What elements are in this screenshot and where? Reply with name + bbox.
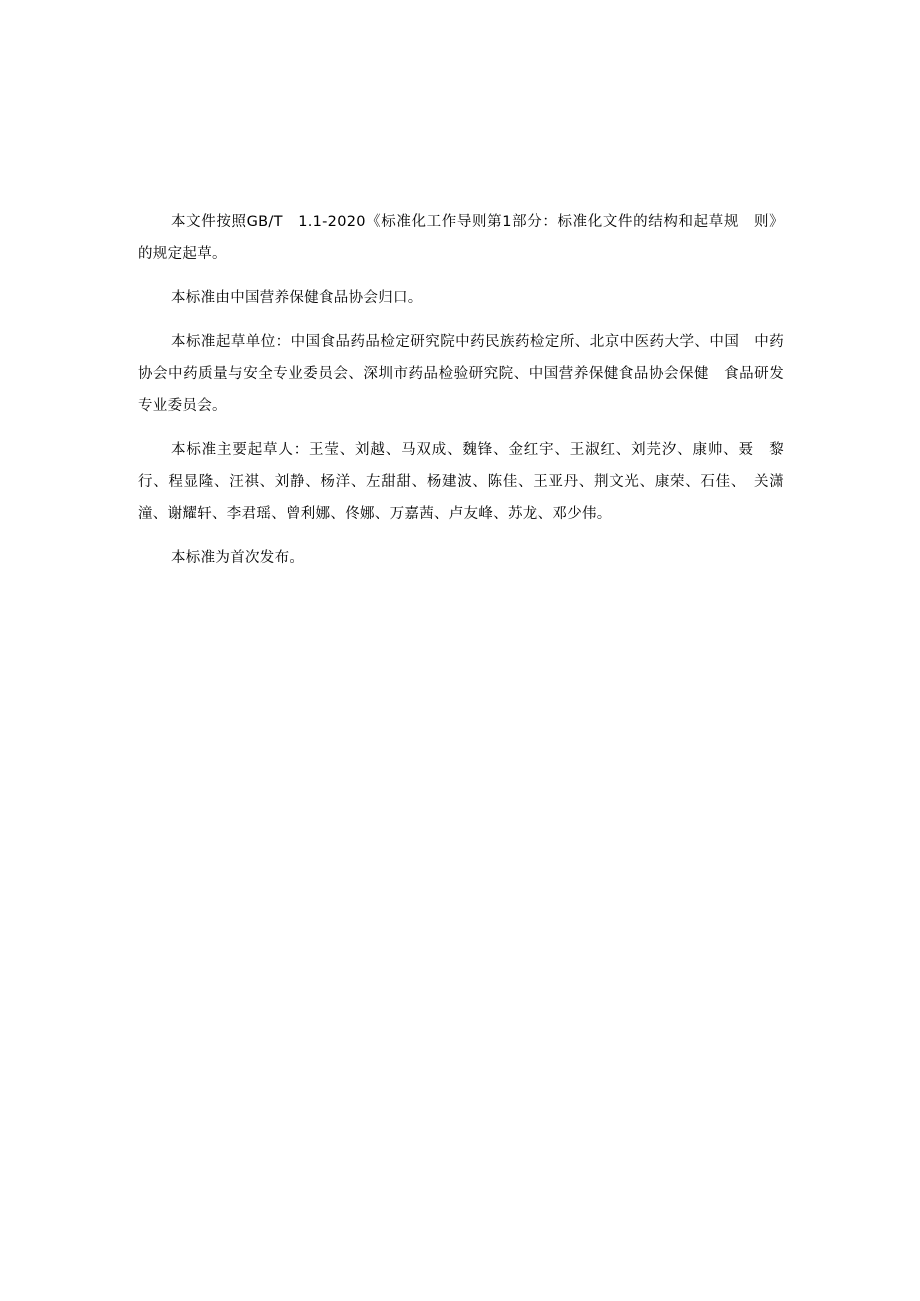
- paragraph-centralized-by: 本标准由中国营养保健食品协会归口。: [171, 290, 423, 306]
- paragraph-first-release: 本标准为首次发布。: [171, 550, 305, 566]
- paragraph-drafting-units: 本标准起草单位：中国食品药品检定研究院中药民族药检定所、北京中医药大学、中国 中药协会中药质量与安全专业委员会、深圳市药品检验研究院、中国营养保健食品协会保健 食品研发专业委员会。: [138, 334, 784, 414]
- paragraph-main-drafters: 本标准主要起草人：王莹、刘越、马双成、魏锋、金红宇、王淑红、刘芫汐、康帅、聂 黎行、程显隆、汪祺、刘静、杨洋、左甜甜、杨建波、陈佳、王亚丹、荆文光、康荣、石佳、 关潇潼、谢耀轩、李君瑶、曾利娜、佟娜、万嘉茜、卢友峰、苏龙、邓少伟。: [138, 442, 784, 522]
- paragraph-drafting-rules: 本文件按照GB/T 1.1-2020《标准化工作导则第1部分：标准化文件的结构和起草规 则》的规定起草。: [138, 214, 784, 262]
- document-body: [138, 206, 784, 586]
